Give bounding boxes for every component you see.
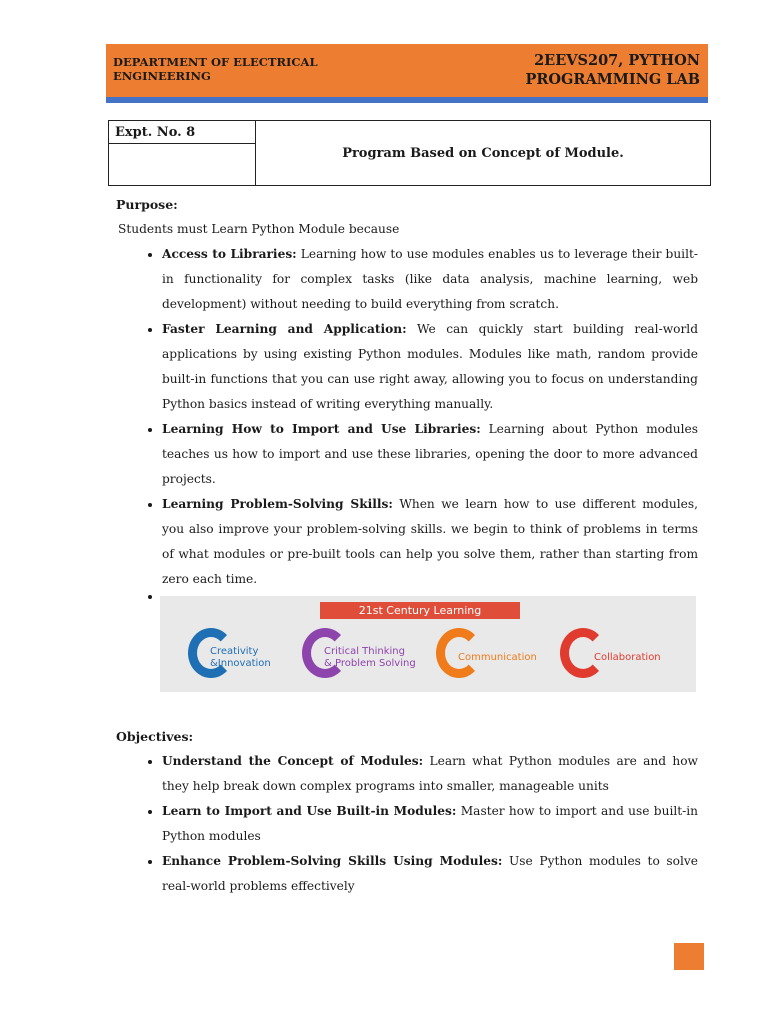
list-item-banner (162, 596, 698, 692)
department-name: DEPARTMENT OF ELECTRICAL ENGINEERING (113, 55, 318, 83)
list-item-term: Faster Learning and Application: (162, 322, 407, 336)
course-title: 2EEVS207, PYTHON PROGRAMMING LAB (525, 52, 700, 88)
experiment-number: Expt. No. 8 (109, 121, 256, 144)
list-item-text: Learning how to use modules enables us to leverage their built-in functionality for complex tasks (like data analysis, machine learning, web development) without needing to build everything from scratch. (162, 247, 698, 311)
list-item (162, 242, 698, 317)
list-item-text: Use Python modules to solve real-world problems effectively (162, 854, 698, 893)
list-item-text: When we learn how to use different modules, you also improve your problem-solving skills. we begin to think of problems in terms of what modules or pre-built tools can help you solve them, rather than starting from zero each time. (162, 497, 698, 586)
purpose-intro: Students must Learn Python Module because (118, 222, 400, 236)
document-body (116, 192, 698, 899)
experiment-table (108, 120, 711, 186)
experiment-title: Program Based on Concept of Module. (256, 121, 711, 186)
list-item-term: Learn to Import and Use Built-in Modules: (162, 804, 457, 818)
learning-banner-image (160, 596, 696, 692)
list-item-term: Enhance Problem-Solving Skills Using Modules: (162, 854, 503, 868)
banner-title: • 21st Century Learning (320, 602, 520, 619)
banner-item-label: Creativity &Innovation (210, 646, 271, 669)
list-item-text: Master how to import and use built-in Python modules (162, 804, 699, 843)
purpose-heading: Purpose: (116, 197, 178, 212)
list-item-term: Learning Problem-Solving Skills: (162, 497, 393, 511)
list-item (162, 799, 698, 849)
list-item-text: Learning about Python modules teaches us how to import and use these libraries, opening the door to more advanced projects. (162, 422, 698, 486)
list-item (162, 317, 698, 417)
list-item-text: Learn what Python modules are and how they help break down complex programs into smaller, manageable units (162, 754, 698, 793)
list-item-term: Access to Libraries: (162, 247, 297, 261)
header-rule (106, 97, 708, 103)
list-item (162, 749, 698, 799)
list-item-term: Learning How to Import and Use Libraries: (162, 422, 481, 436)
banner-item-label: Communication (458, 652, 537, 663)
list-item-term: Understand the Concept of Modules: (162, 754, 424, 768)
purpose-list (116, 242, 698, 692)
experiment-blank-cell (109, 144, 256, 186)
list-item (162, 492, 698, 592)
objectives-heading: Objectives: (116, 729, 194, 744)
objectives-list (116, 749, 698, 899)
list-item-text: We can quickly start building real-world applications by using existing Python modules. Modules like math, random provide built-in functions that you can use right away, allowing you to focus on understanding Python basics instead of writing everything manually. (162, 322, 698, 411)
banner-item-label: Critical Thinking & Problem Solving (324, 646, 416, 669)
list-item (162, 849, 698, 899)
list-item (162, 417, 698, 492)
banner-item-label: Collaboration (594, 652, 661, 663)
page-number-box (674, 943, 704, 970)
